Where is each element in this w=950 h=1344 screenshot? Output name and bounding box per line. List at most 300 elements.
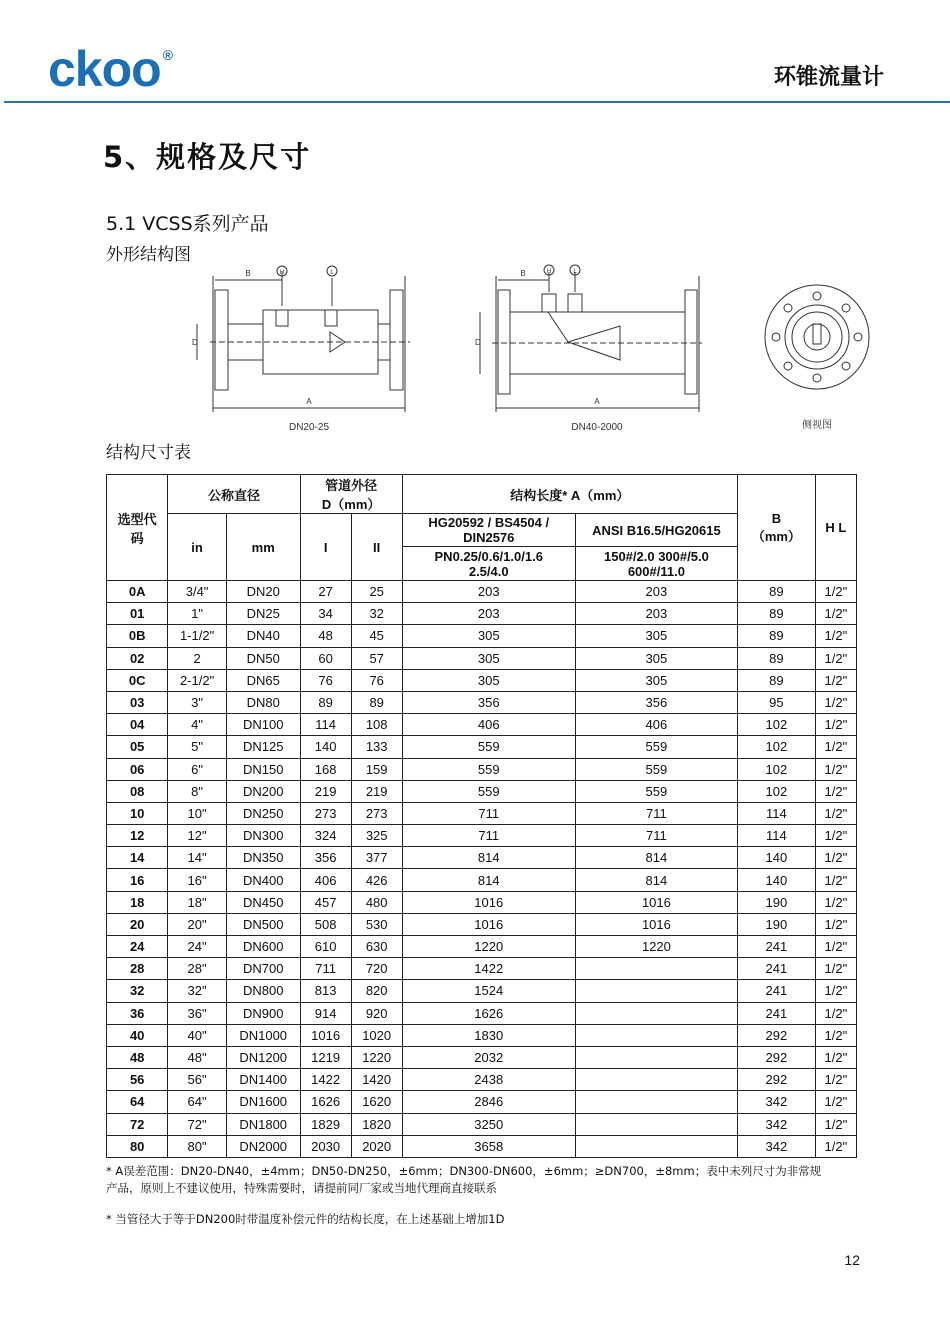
cell-in: 3/4" [168,581,226,603]
cell-in: 2 [168,647,226,669]
table-row [107,1135,857,1157]
table-row [107,802,857,824]
cell-hl: 1/2" [815,980,856,1002]
cell-hl: 1/2" [815,647,856,669]
dim-b-small: B [245,269,251,278]
cell-code: 64 [107,1091,168,1113]
cell-length-pn: 1016 [402,891,575,913]
table-row [107,936,857,958]
table-row [107,1024,857,1046]
table-row [107,603,857,625]
cell-length-pn: 559 [402,780,575,802]
cell-d2: 720 [351,958,402,980]
cell-in: 48" [168,1046,226,1068]
cell-length-ansi: 814 [575,869,737,891]
cell-d2: 45 [351,625,402,647]
header-b-unit: （mm） [751,528,801,544]
cell-code: 03 [107,691,168,713]
cell-hl: 1/2" [815,691,856,713]
cell-code: 14 [107,847,168,869]
cell-d1: 273 [300,802,351,824]
label-dn40-2000: DN40-2000 [571,422,623,433]
cell-hl: 1/2" [815,869,856,891]
cell-d1: 1422 [300,1069,351,1091]
cell-b: 102 [738,780,816,802]
cell-length-ansi [575,1002,737,1024]
cell-length-ansi: 1016 [575,913,737,935]
cell-hl: 1/2" [815,758,856,780]
cell-in: 5" [168,736,226,758]
drawing-caption: 外形结构图 [106,245,191,265]
cell-d2: 820 [351,980,402,1002]
cell-code: 06 [107,758,168,780]
table-row [107,1113,857,1135]
cell-b: 342 [738,1091,816,1113]
cell-b: 89 [738,625,816,647]
cell-d1: 457 [300,891,351,913]
cell-b: 292 [738,1069,816,1091]
cell-length-ansi [575,1069,737,1091]
cell-code: 18 [107,891,168,913]
cell-code: 32 [107,980,168,1002]
cell-d1: 711 [300,958,351,980]
drawing-side-view [765,285,869,389]
cell-length-pn: 1016 [402,913,575,935]
table-row [107,669,857,691]
cell-length-pn: 711 [402,802,575,824]
cell-b: 102 [738,736,816,758]
cell-mm: DN300 [226,825,300,847]
cell-length-pn: 356 [402,691,575,713]
cell-mm: DN200 [226,780,300,802]
header-rule [4,101,950,103]
header-d2: II [351,514,402,581]
cell-b: 95 [738,691,816,713]
table-row [107,980,857,1002]
tap-h-large: H [546,269,552,275]
cell-d2: 630 [351,936,402,958]
cell-b: 241 [738,980,816,1002]
table-row [107,1002,857,1024]
cell-d2: 530 [351,913,402,935]
cell-code: 10 [107,802,168,824]
cell-length-ansi [575,1135,737,1157]
cell-mm: DN25 [226,603,300,625]
cell-d2: 32 [351,603,402,625]
cell-length-ansi: 559 [575,736,737,758]
cell-b: 342 [738,1135,816,1157]
cell-length-ansi: 305 [575,625,737,647]
cell-length-ansi [575,958,737,980]
table-body [107,581,857,1158]
cell-hl: 1/2" [815,802,856,824]
cell-length-pn: 203 [402,581,575,603]
cell-d2: 219 [351,780,402,802]
cell-mm: DN700 [226,958,300,980]
tap-h-small: H [279,270,285,276]
cell-mm: DN125 [226,736,300,758]
cell-code: 05 [107,736,168,758]
cell-mm: DN100 [226,714,300,736]
cell-d1: 813 [300,980,351,1002]
page-number: 12 [844,1252,860,1268]
label-side-view: 侧视图 [802,420,832,431]
cell-b: 89 [738,603,816,625]
cell-length-pn: 1524 [402,980,575,1002]
registered-mark: ® [162,47,173,63]
cell-mm: DN50 [226,647,300,669]
dim-a-large: A [594,397,600,406]
cell-length-pn: 2032 [402,1046,575,1068]
cell-hl: 1/2" [815,736,856,758]
cell-in: 18" [168,891,226,913]
cell-code: 01 [107,603,168,625]
cell-length-pn: 814 [402,869,575,891]
cell-mm: DN40 [226,625,300,647]
cell-hl: 1/2" [815,825,856,847]
cell-b: 140 [738,847,816,869]
cell-length-pn: 305 [402,647,575,669]
cell-d1: 914 [300,1002,351,1024]
cell-hl: 1/2" [815,714,856,736]
cell-mm: DN1200 [226,1046,300,1068]
cell-d2: 57 [351,647,402,669]
cell-length-ansi: 305 [575,669,737,691]
outline-drawings [180,262,880,437]
cell-d1: 140 [300,736,351,758]
cell-code: 80 [107,1135,168,1157]
document-title: 环锥流量计 [773,65,884,90]
table-row [107,913,857,935]
cell-length-pn: 2846 [402,1091,575,1113]
cell-code: 20 [107,913,168,935]
cell-code: 72 [107,1113,168,1135]
cell-code: 02 [107,647,168,669]
cell-mm: DN800 [226,980,300,1002]
cell-hl: 1/2" [815,780,856,802]
header-pipe-label: 管道外径 [325,478,378,493]
cell-hl: 1/2" [815,1024,856,1046]
cell-d2: 920 [351,1002,402,1024]
dim-d-small: D [192,338,198,347]
cell-d2: 1620 [351,1091,402,1113]
cell-hl: 1/2" [815,1113,856,1135]
cell-hl: 1/2" [815,603,856,625]
cell-d1: 324 [300,825,351,847]
cell-in: 14" [168,847,226,869]
cell-d2: 426 [351,869,402,891]
cell-b: 114 [738,802,816,824]
cell-mm: DN1600 [226,1091,300,1113]
header-pipe [300,475,402,514]
cell-length-pn: 1626 [402,1002,575,1024]
header-b-label: B [771,510,782,526]
cell-in: 64" [168,1091,226,1113]
cell-b: 342 [738,1113,816,1135]
cell-length-ansi [575,1024,737,1046]
table-row [107,1046,857,1068]
cell-length-ansi: 559 [575,758,737,780]
cell-length-ansi: 711 [575,825,737,847]
cell-code: 04 [107,714,168,736]
cell-length-ansi [575,1091,737,1113]
cell-d2: 1020 [351,1024,402,1046]
cell-mm: DN900 [226,1002,300,1024]
header-class: 150#/2.0 300#/5.0 600#/11.0 [575,547,737,581]
cell-d2: 325 [351,825,402,847]
cell-hl: 1/2" [815,913,856,935]
cell-d2: 25 [351,581,402,603]
cell-hl: 1/2" [815,581,856,603]
cell-length-pn: 406 [402,714,575,736]
cell-d2: 89 [351,691,402,713]
cell-hl: 1/2" [815,847,856,869]
cell-mm: DN80 [226,691,300,713]
cell-d1: 219 [300,780,351,802]
cell-mm: DN500 [226,913,300,935]
cell-hl: 1/2" [815,1046,856,1068]
cell-in: 6" [168,758,226,780]
cell-b: 190 [738,891,816,913]
table-row [107,1091,857,1113]
cell-length-ansi: 559 [575,780,737,802]
cell-length-pn: 814 [402,847,575,869]
header-length: 结构长度* A（mm） [402,475,737,514]
cell-length-pn: 1220 [402,936,575,958]
cell-b: 241 [738,1002,816,1024]
cell-d1: 27 [300,581,351,603]
cell-b: 292 [738,1046,816,1068]
cell-d1: 76 [300,669,351,691]
cell-length-pn: 3658 [402,1135,575,1157]
cell-d1: 406 [300,869,351,891]
cell-in: 28" [168,958,226,980]
tap-l-large: L [573,269,577,275]
cell-length-pn: 305 [402,669,575,691]
cell-length-pn: 305 [402,625,575,647]
cell-d2: 76 [351,669,402,691]
cell-in: 12" [168,825,226,847]
footnote-temperature: * 当管径大于等于DN200时带温度补偿元件的结构长度，在上述基础上增加1D [106,1212,505,1226]
cell-mm: DN150 [226,758,300,780]
cell-d2: 273 [351,802,402,824]
cell-length-pn: 559 [402,758,575,780]
cell-length-ansi: 203 [575,603,737,625]
cell-in: 10" [168,802,226,824]
cell-d1: 610 [300,936,351,958]
tap-l-small: L [330,270,334,276]
cell-in: 56" [168,1069,226,1091]
cell-length-pn: 1422 [402,958,575,980]
cell-code: 16 [107,869,168,891]
cell-length-ansi: 1016 [575,891,737,913]
cell-d1: 60 [300,647,351,669]
cell-code: 0B [107,625,168,647]
cell-length-ansi: 305 [575,647,737,669]
cell-length-pn: 711 [402,825,575,847]
cell-d1: 508 [300,913,351,935]
cell-code: 24 [107,936,168,958]
cell-length-ansi: 814 [575,847,737,869]
cell-d1: 1219 [300,1046,351,1068]
cell-length-ansi: 406 [575,714,737,736]
cell-code: 40 [107,1024,168,1046]
cell-d1: 89 [300,691,351,713]
cell-mm: DN1000 [226,1024,300,1046]
dim-d-large: D [475,338,481,347]
footnote-tolerance: * A误差范围：DN20-DN40，±4mm；DN50-DN250，±6mm；DN300-DN600，±6mm；≥DN700，±8mm；表中未列尺寸为非常规产品，原则上不建议使用，特殊需要时，请提前同厂家或当地代理商直接联系 [106,1164,822,1195]
cell-d1: 34 [300,603,351,625]
cell-d2: 2020 [351,1135,402,1157]
cell-d1: 48 [300,625,351,647]
cell-code: 56 [107,1069,168,1091]
cell-length-ansi [575,980,737,1002]
cell-length-ansi [575,1113,737,1135]
cell-hl: 1/2" [815,958,856,980]
cell-b: 102 [738,714,816,736]
cell-d2: 1420 [351,1069,402,1091]
cell-b: 292 [738,1024,816,1046]
table-row [107,825,857,847]
header-nominal: 公称直径 [168,475,300,514]
cell-in: 36" [168,1002,226,1024]
cell-code: 28 [107,958,168,980]
cell-length-pn: 1830 [402,1024,575,1046]
dim-b-large: B [520,269,526,278]
cell-hl: 1/2" [815,1091,856,1113]
cell-length-ansi: 711 [575,802,737,824]
cell-d1: 1016 [300,1024,351,1046]
cell-length-pn: 559 [402,736,575,758]
cell-in: 3" [168,691,226,713]
table-row [107,581,857,603]
section-title: 5、规格及尺寸 [103,140,312,174]
cell-d2: 480 [351,891,402,913]
table-row [107,780,857,802]
header-pn: PN0.25/0.6/1.0/1.6 2.5/4.0 [402,547,575,581]
cell-mm: DN350 [226,847,300,869]
cell-length-pn: 203 [402,603,575,625]
cell-b: 241 [738,936,816,958]
cell-code: 08 [107,780,168,802]
table-row [107,736,857,758]
cell-hl: 1/2" [815,1069,856,1091]
cell-in: 32" [168,980,226,1002]
cell-in: 1" [168,603,226,625]
cell-b: 89 [738,669,816,691]
table-row [107,647,857,669]
cell-b: 89 [738,581,816,603]
cell-length-ansi [575,1046,737,1068]
cell-d1: 356 [300,847,351,869]
cell-hl: 1/2" [815,891,856,913]
dim-a-small: A [306,397,312,406]
cell-d1: 1829 [300,1113,351,1135]
cell-in: 40" [168,1024,226,1046]
table-row [107,625,857,647]
table-row [107,1069,857,1091]
cell-mm: DN20 [226,581,300,603]
cell-length-pn: 3250 [402,1113,575,1135]
cell-hl: 1/2" [815,1135,856,1157]
header-std2: ANSI B16.5/HG20615 [575,514,737,547]
table-caption: 结构尺寸表 [106,443,191,463]
cell-mm: DN600 [226,936,300,958]
cell-d2: 133 [351,736,402,758]
table-row [107,958,857,980]
cell-b: 89 [738,647,816,669]
cell-d2: 159 [351,758,402,780]
cell-mm: DN65 [226,669,300,691]
cell-d1: 114 [300,714,351,736]
cell-in: 72" [168,1113,226,1135]
cell-in: 16" [168,869,226,891]
subsection-title: 5.1 VCSS系列产品 [106,213,269,235]
cell-mm: DN250 [226,802,300,824]
cell-mm: DN450 [226,891,300,913]
cell-in: 80" [168,1135,226,1157]
cell-hl: 1/2" [815,1002,856,1024]
cell-in: 24" [168,936,226,958]
table-row [107,691,857,713]
cell-d1: 168 [300,758,351,780]
cell-in: 4" [168,714,226,736]
cell-d1: 2030 [300,1135,351,1157]
brand-logo: ckoo ® [48,41,173,97]
header-mm: mm [226,514,300,581]
cell-length-ansi: 203 [575,581,737,603]
header-code: 选型代码 [107,475,168,581]
cell-d2: 377 [351,847,402,869]
cell-b: 241 [738,958,816,980]
cell-b: 102 [738,758,816,780]
header-pipe-unit: D（mm） [321,497,381,512]
header-hl: H L [815,475,856,581]
header-d1: I [300,514,351,581]
cell-code: 12 [107,825,168,847]
table-row [107,891,857,913]
header-b [738,475,816,581]
drawing-dn20-25 [197,266,410,412]
cell-code: 0C [107,669,168,691]
cell-b: 190 [738,913,816,935]
cell-in: 1-1/2" [168,625,226,647]
cell-mm: DN1800 [226,1113,300,1135]
table-row [107,869,857,891]
cell-code: 36 [107,1002,168,1024]
cell-hl: 1/2" [815,669,856,691]
cell-d2: 1220 [351,1046,402,1068]
cell-b: 140 [738,869,816,891]
header-in: in [168,514,226,581]
cell-b: 114 [738,825,816,847]
cell-d2: 108 [351,714,402,736]
cell-length-pn: 2438 [402,1069,575,1091]
drawing-dn40-2000 [480,265,702,412]
table-row [107,758,857,780]
cell-mm: DN2000 [226,1135,300,1157]
cell-in: 8" [168,780,226,802]
label-dn20-25: DN20-25 [288,422,330,433]
footnotes [106,1163,826,1242]
cell-code: 0A [107,581,168,603]
table-row [107,847,857,869]
cell-in: 20" [168,913,226,935]
header-std1: HG20592 / BS4504 / DIN2576 [402,514,575,547]
cell-d2: 1820 [351,1113,402,1135]
cell-hl: 1/2" [815,936,856,958]
cell-mm: DN400 [226,869,300,891]
